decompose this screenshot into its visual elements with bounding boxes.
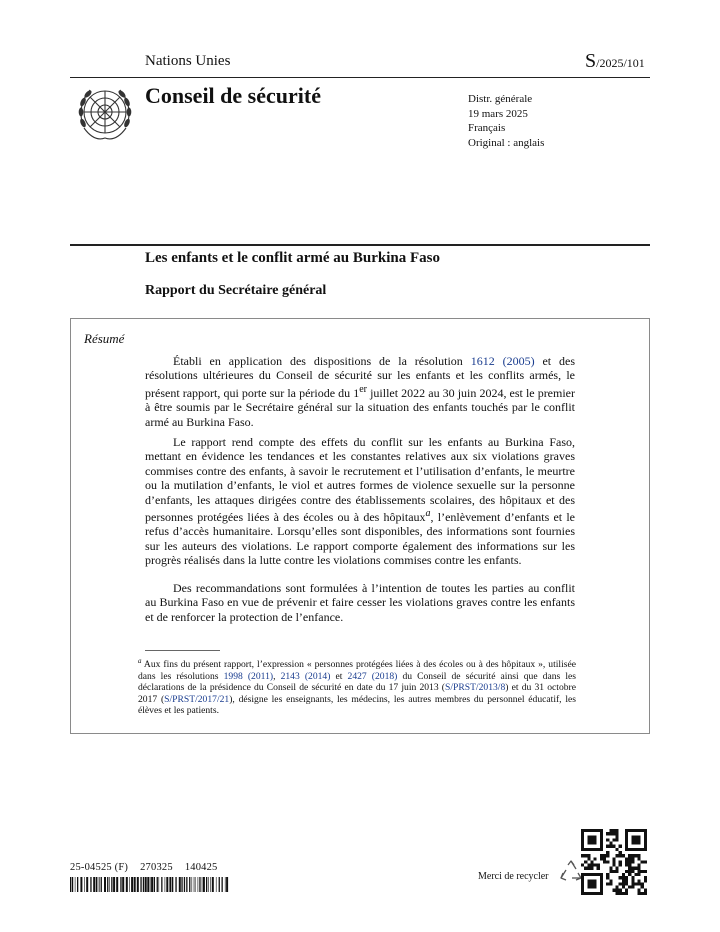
language-line: Français bbox=[468, 122, 506, 134]
organization-name: Nations Unies bbox=[145, 53, 231, 69]
text-run: , l’enlèvement d’enfants et le refus d’accès humanitaire. Lorsqu’elles sont disponibles, des informations sont fournies sur les auteurs des violations. Le rapport comporte également des informations sur les progrès réalisés dans la lutte contre les violations commises contre les enfants. bbox=[145, 510, 576, 568]
barcode-icon bbox=[70, 877, 230, 892]
text-run: Aux fins du présent rapport, l’expression « personnes protégées liées à des écoles ou à des hôpitaux », utilisée dans les résolutions bbox=[138, 659, 576, 682]
presidential-statement-link[interactable]: S/PRST/2017/21 bbox=[164, 693, 230, 705]
document-subtitle: Rapport du Secrétaire général bbox=[145, 283, 327, 298]
text-run: du Conseil de sécurité ainsi que dans les déclarations de la présidence du Conseil de sécurité en date du 17 juin 2013 ( bbox=[138, 670, 576, 694]
document-title: Les enfants et le conflit armé au Burkina Faso bbox=[145, 250, 440, 266]
summary-paragraph-2 bbox=[145, 435, 575, 568]
distribution-line: Distr. générale bbox=[468, 93, 533, 105]
resolution-link[interactable]: 2143 (2014) bbox=[280, 670, 331, 682]
text-run: Établi en application des dispositions de la résolution bbox=[173, 354, 471, 368]
text-run: ), désigne les enseignants, les médecins, les autres membres du personnel éducatif, les élèves et les patients. bbox=[138, 693, 576, 717]
text-run: ) et du 31 octobre 2017 ( bbox=[138, 682, 576, 705]
document-number bbox=[70, 862, 230, 873]
summary-paragraph-3: Des recommandations sont formulées à l’intention de toutes les parties au conflit au Burkina Faso en vue de prévenir et faire cesser les violations graves contre les enfants et de renforcer la protection de l’enfance. bbox=[145, 581, 575, 624]
resolution-link[interactable]: 1612 (2005) bbox=[470, 354, 535, 368]
title-rule bbox=[70, 244, 650, 246]
footnote-marker: a bbox=[138, 657, 142, 665]
text-run: et des résolutions ultérieures du Conseil de sécurité sur les enfants et les conflits armés, le présent rapport, qui porte sur la période du 1 bbox=[145, 354, 576, 400]
summary-heading: Résumé bbox=[84, 331, 125, 346]
symbol-number: /2025/101 bbox=[596, 56, 645, 70]
un-emblem-icon bbox=[72, 82, 138, 148]
ordinal-superscript: er bbox=[359, 383, 368, 395]
council-name: Conseil de sécurité bbox=[145, 83, 321, 108]
date-line: 19 mars 2025 bbox=[468, 107, 528, 120]
recycle-label: Merci de recycler bbox=[478, 871, 549, 882]
presidential-statement-link[interactable]: S/PRST/2013/8 bbox=[445, 682, 506, 694]
footnote-marker: a bbox=[425, 508, 431, 520]
resolution-link[interactable]: 1998 (2011) bbox=[223, 670, 274, 682]
qr-code-icon bbox=[581, 829, 647, 895]
distribution-info bbox=[468, 92, 544, 150]
original-language-line: Original : anglais bbox=[468, 136, 545, 149]
resolution-link[interactable]: 2427 (2018) bbox=[347, 670, 398, 682]
document-symbol bbox=[585, 50, 645, 73]
text-run: et bbox=[330, 670, 348, 682]
job-number: 25-04525 (F) bbox=[70, 862, 129, 873]
summary-paragraph-1 bbox=[145, 354, 575, 429]
header-rule bbox=[70, 77, 650, 78]
footnote-separator bbox=[145, 650, 220, 651]
footnote bbox=[138, 656, 576, 717]
date-code-2: 140425 bbox=[184, 862, 218, 873]
symbol-prefix: S bbox=[585, 50, 597, 72]
text-run: , bbox=[273, 670, 281, 682]
text-run: juillet 2022 au 30 juin 2024, est le premier à être soumis par le Secrétaire général sur la situation des enfants touchés par le conflit armé au Burkina Faso. bbox=[145, 385, 576, 429]
text-run: Le rapport rend compte des effets du conflit sur les enfants au Burkina Faso, mettant en évidence les tendances et les constantes relatives aux six violations graves commises contre des enfants, à savoir le recrutement et l’utilisation d’enfants, le meurtre ou la mutilation d’enfants, le viol et autres formes de violence sexuelle sur la personne d’enfants, les attaques dirigées contre des établissements scolaires, des hôpitaux et des personnes protégées liées à des écoles ou à des hôpitaux bbox=[145, 435, 575, 525]
date-code-1: 270325 bbox=[140, 862, 173, 873]
